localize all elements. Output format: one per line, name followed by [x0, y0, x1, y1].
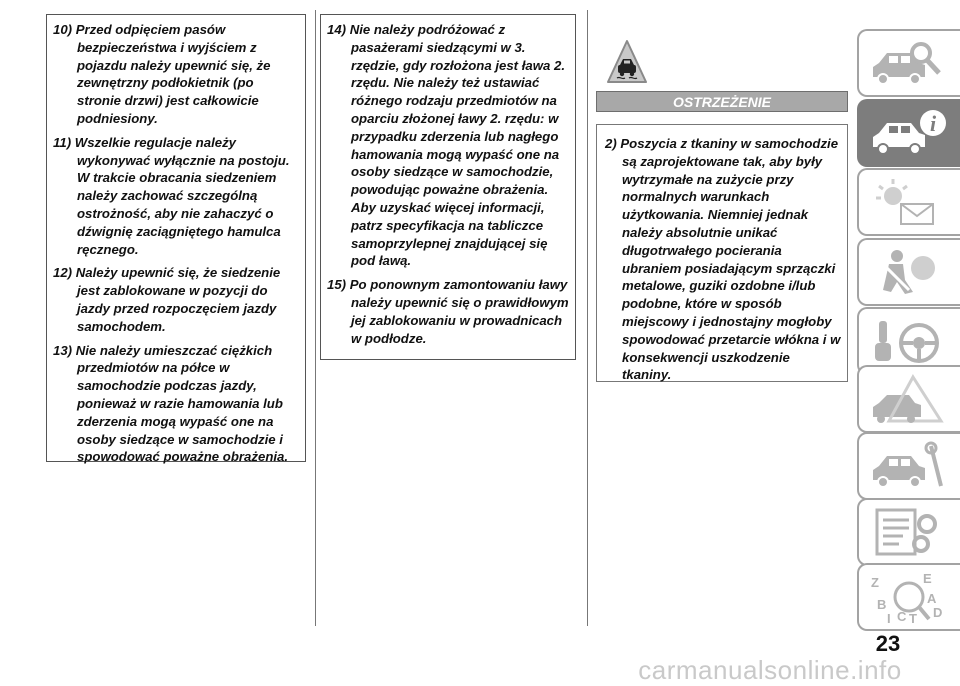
tab-technical-data[interactable]: [857, 498, 960, 566]
tab-warning-lights[interactable]: [857, 168, 960, 236]
index-letter-b: B: [877, 597, 887, 612]
notes-box-middle: [320, 14, 576, 360]
tab-emergency[interactable]: [857, 365, 960, 433]
page-number: 23: [875, 631, 901, 656]
note-item-13: 13) Nie należy umieszczać ciężkich przedmiotów na półce w samochodzie podczas jazdy, ponieważ w razie hamowania lub zderzenia mogą wypaść one na osoby siedzące w samochodzie i spowodować poważne obrażenia.: [53, 342, 289, 465]
car-warning-triangle-icon: [605, 38, 649, 86]
warning-header: OSTRZEŻENIE: [596, 91, 848, 112]
alphabet-index-icon: [869, 571, 949, 625]
index-letter-z: Z: [871, 575, 879, 590]
notes-box-left: [46, 14, 306, 465]
svg-text:i: i: [929, 111, 937, 136]
column-divider-1: [315, 10, 316, 626]
note-item-10: 10) Przed odpięciem pasów bezpieczeństwa i wyjściem z pojazdu należy upewnić się, że zewnętrzny podłokietnik (po stronie drzwi) jest całkowicie podniesiony.: [53, 22, 271, 126]
warning-item-2: 2) Poszycia z tkaniny w samochodzie są zaprojektowane tak, aby były wytrzymałe na zużycie przy normalnych warunkach użytkowania. Niemniej jednak należy absolutnie unikać długotrwałego pocierania ubraniem posiadającym sprzączki metalowe, guziki ozdobne i/lub podobne, które w sposób miejscowy i jednostajny mogłoby spowodować przetarcie włókna i w konsekwencji uszkodzenie tkaniny.: [605, 136, 841, 383]
index-letter-i: I: [887, 611, 891, 625]
watermark: carmanualsonline.info: [638, 655, 902, 685]
car-wrench-icon: [869, 440, 949, 494]
passenger-airbag-icon: [869, 246, 949, 300]
document-gear-icon: [869, 506, 949, 560]
index-letter-c: C: [897, 609, 907, 624]
warning-light-envelope-icon: [869, 176, 949, 230]
index-letter-e: E: [923, 571, 932, 586]
car-breakdown-icon: [869, 373, 949, 427]
tab-car-info[interactable]: [857, 99, 960, 167]
warning-box: [596, 124, 848, 382]
note-item-12: 12) Należy upewnić się, że siedzenie jest zablokowane w pozycji do jazdy przed rozpoczęciem jazdy samochodem.: [53, 265, 281, 334]
note-item-11: 11) Wszelkie regulacje należy wykonywać wyłącznie na postoju. W trakcie obracania siedzeniem należy zachować szczególną ostrożność, aby nie zahaczyć o dźwignię zaciągniętego hamulca ręcznego.: [53, 134, 290, 257]
tab-alphabetical-index[interactable]: [857, 563, 960, 631]
index-letter-a: A: [927, 591, 937, 606]
tab-safety[interactable]: [857, 238, 960, 306]
column-divider-2: [587, 10, 588, 626]
index-letter-d: D: [933, 605, 943, 620]
note-item-14: 14) Nie należy podróżować z pasażerami siedzącymi w 3. rzędzie, gdy rozłożona jest ława 2. rzędu. Nie należy też ustawiać różnego rodzaju przedmiotów na oparciu złożonej ławy 2. rzędu: w przypadku zderzenia lub nagłego hamowania mogą wypaść one na osoby siedzące w samochodzie, powodując poważne obrażenia. Aby uzyskać więcej informacji, patrz specyfikacja na tabliczce samoprzylepnej znajdującej się pod ławą.: [327, 22, 565, 269]
car-info-icon: [869, 107, 949, 161]
tab-car-search[interactable]: [857, 29, 960, 97]
note-item-15: 15) Po ponownym zamontowaniu ławy należy upewnić się o prawidłowym jej zablokowaniu w prowadnicach w podłodze.: [327, 277, 569, 346]
index-letter-t: T: [909, 611, 917, 625]
tab-maintenance[interactable]: [857, 432, 960, 500]
key-steering-wheel-icon: [869, 315, 949, 369]
car-magnifier-icon: [869, 37, 949, 91]
